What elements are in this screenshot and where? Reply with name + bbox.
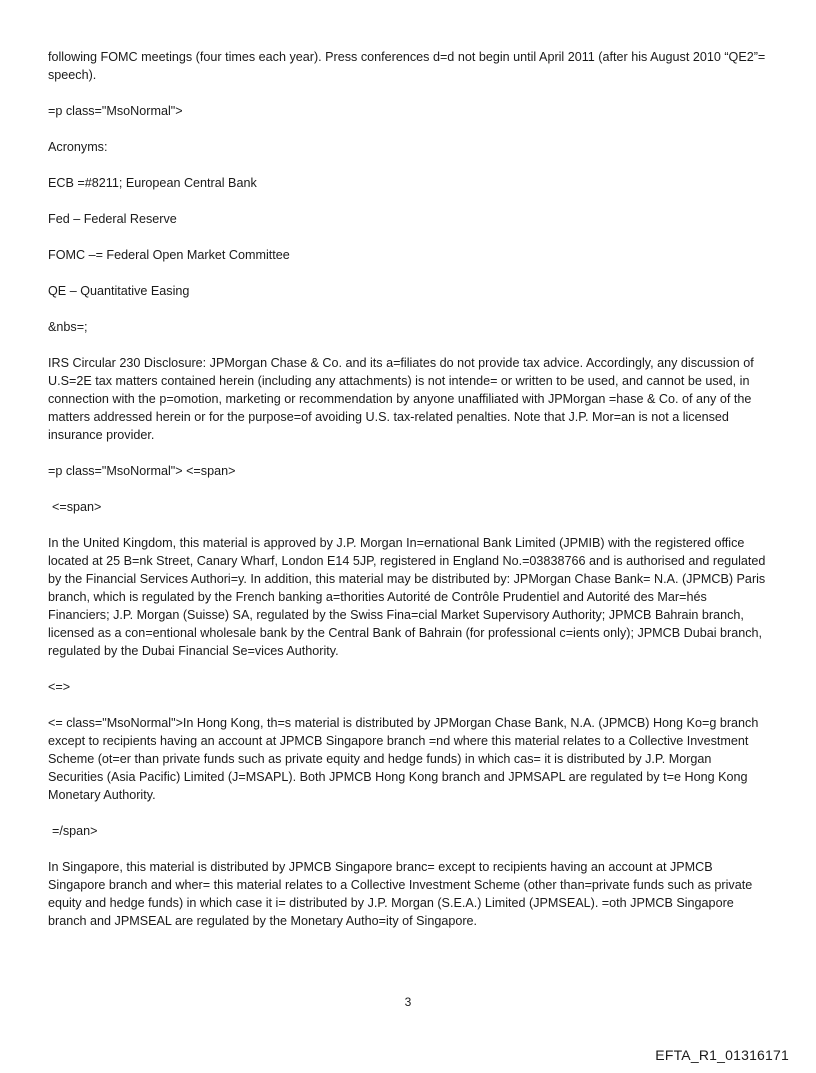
acronym-fomc: FOMC –= Federal Open Market Committee: [48, 248, 290, 262]
acronym-fed: Fed – Federal Reserve: [48, 212, 177, 226]
page-number: 3: [404, 995, 412, 1009]
paragraph-span-fragment: <=span>: [52, 500, 102, 514]
paragraph-fomc-press-conferences: following FOMC meetings (four times each year). Press conferences d=d not begin until April 2011 (after his August 2010 “QE2”= speech).: [48, 50, 766, 82]
acronym-qe: QE – Quantitative Easing: [48, 284, 190, 298]
paragraph-html-fragment-span: =p class="MsoNormal"> <=span>: [48, 464, 236, 478]
paragraph-close-span-fragment: =/span>: [52, 824, 98, 838]
paragraph-nbsp-fragment: &nbs=;: [48, 320, 88, 334]
paragraph-acronyms-heading: Acronyms:: [48, 140, 108, 154]
paragraph-singapore: In Singapore, this material is distributed by JPMCB Singapore branc= except to recipients having an account at JPMCB Singapore branch and wher= this material relates to a Collective Investment Scheme (other than=private funds such as private equity and hedge funds) in which case it i= distributed by J.P. Morgan (S.E.A.) Limited (JPMSEAL). =oth JPMCB Singapore branch and JPMSEAL are regulated by the Monetary Autho=ity of Singapore.: [48, 860, 753, 928]
document-body: [48, 48, 770, 930]
document-id-footer: EFTA_R1_01316171: [655, 1047, 789, 1063]
paragraph-hong-kong: <= class="MsoNormal">In Hong Kong, th=s material is distributed by JPMorgan Chase Bank, N.A. (JPMCB) Hong Ko=g branch except to recipients having an account at JPMCB Singapore branch =nd where this material relates to a Collective Investment Scheme (ot=er than private funds such as private equity and hedge funds) in which cas= it is distributed by J.P. Morgan Securities (Asia Pacific) Limited (J=MSAPL). Both JPMCB Hong Kong branch and JPMSAPL are regulated by t=e Hong Kong Monetary Authority.: [48, 716, 759, 802]
paragraph-html-fragment: =p class="MsoNormal">: [48, 104, 183, 118]
paragraph-tag-fragment: <=>: [48, 680, 71, 694]
paragraph-irs-disclosure: IRS Circular 230 Disclosure: JPMorgan Chase & Co. and its a=filiates do not provide tax advice. Accordingly, any discussion of U.S=2E tax matters contained herein (including any attachments) is not intende= or written to be used, and cannot be used, in connection with the p=omotion, marketing or recommendation by anyone unaffiliated with JPMorgan =hase & Co. of any of the matters addressed herein or for the purpose=of avoiding U.S. tax-related penalties. Note that J.P. Mor=an is not a licensed insurance provider.: [48, 356, 754, 442]
acronym-ecb: ECB =#8211; European Central Bank: [48, 176, 257, 190]
paragraph-united-kingdom: In the United Kingdom, this material is approved by J.P. Morgan In=ernational Bank Limited (JPMIB) with the registered office located at 25 B=nk Street, Canary Wharf, London E14 5JP, registered in England No.=03838766 and is authorised and regulated by the Financial Services Authori=y. In addition, this material may be distributed by: JPMorgan Chase Bank= N.A. (JPMCB) Paris branch, which is regulated by the French banking a=thorities Autorité de Contrôle Prudentiel and Autorité des Mar=hés Financiers; J.P. Morgan (Suisse) SA, regulated by the Swiss Fina=cial Market Supervisory Authority; JPMCB Bahrain branch, licensed as a con=entional wholesale bank by the Central Bank of Bahrain (for professional c=ients only); JPMCB Dubai branch, regulated by the Dubai Financial Se=vices Authority.: [48, 536, 766, 658]
